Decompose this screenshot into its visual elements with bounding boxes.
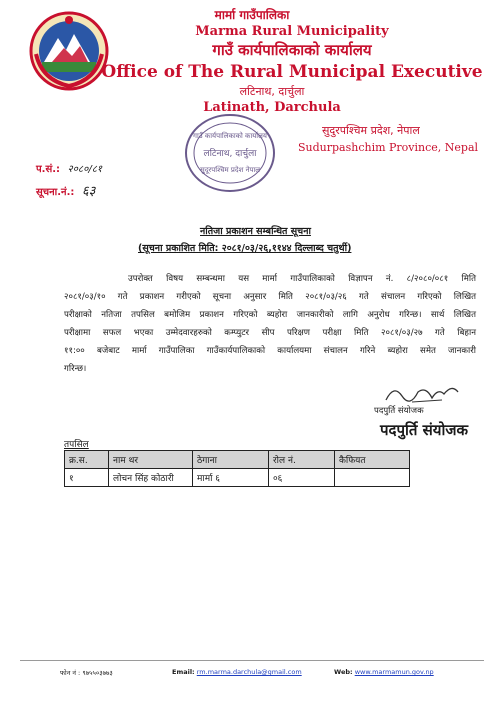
fiscal-year-value: २०८०/८१ (67, 164, 103, 175)
signature-scribble (382, 380, 462, 406)
col-header-roll: रोल नं. (269, 451, 335, 469)
signatory-title-large: पदपुर्ति संयोजक (380, 421, 469, 439)
fiscal-year-label: प.सं.: (36, 164, 61, 175)
col-header-name: नाम थर (109, 451, 193, 469)
body-line: २०८१/०३/१० गते प्रकाशन गरीएको सूचना अनुसार मिति २०८१/०३/२६ गते संचालन गरिएको लिखित (64, 292, 476, 302)
footer-phone (60, 668, 113, 677)
body-line: गरिन्छ। (64, 364, 87, 374)
cell-sn: १ (65, 469, 109, 487)
province-nepali: सुदुरपश्चिम प्रदेश, नेपाल (322, 124, 420, 137)
body-line: उपरोक्त विषय सम्बन्धमा यस मार्मा गाउँपालिकाको विज्ञापन नं. ८/२०८०/०८१ मिति (128, 274, 476, 284)
web-link[interactable]: www.marmamun.gov.np (354, 668, 434, 676)
notice-body (64, 270, 476, 378)
location-nepali: लटिनाथ, दार्चुला (239, 85, 305, 98)
phone-label: फोन नं : (60, 669, 81, 677)
municipality-name-english: Marma Rural Municipality (195, 24, 389, 39)
notice-number-label: सूचना.नं.: (36, 187, 75, 198)
office-name-english: Office of The Rural Municipal Executive (101, 62, 483, 82)
col-header-sn: क्र.स. (65, 451, 109, 469)
footer-web (334, 668, 434, 676)
col-header-address: ठेगाना (193, 451, 269, 469)
body-line: परीक्षामा सफल भएका उम्मेदवारहरुको कम्प्युटर सीप परिक्षण परीक्षा मिति २०८१/०३/२७ गते बिहान (64, 328, 476, 338)
notice-number-value: ६३ (81, 184, 96, 199)
table-row (65, 469, 410, 487)
table-header-row (65, 451, 410, 469)
stamp-text-top: गाउँ कार्यपालिकाको कार्यालय (193, 132, 267, 140)
office-stamp (184, 112, 276, 194)
notice-published-date: (सूचना प्रकाशित मिति: २०८१/०३/२६,११४४ दिल्लाब्द चतुर्थी) (138, 243, 352, 254)
signatory-title-small: पदपुर्ति संयोजक (374, 406, 424, 416)
phone-value: ९७५५०३७७३ (82, 669, 113, 677)
web-label: Web: (334, 668, 353, 676)
fiscal-year-line (36, 161, 102, 175)
cell-address: मार्मा ६ (193, 469, 269, 487)
cell-remarks (335, 469, 410, 487)
table-caption: तपसिल (64, 440, 89, 450)
cell-roll: ०६ (269, 469, 335, 487)
office-name-nepali: गाउँ कार्यपालिकाको कार्यालय (212, 41, 372, 59)
email-link[interactable]: rm.marma.darchula@gmail.com (196, 668, 302, 676)
stamp-text-bottom: सुदूरपश्चिम प्रदेश नेपाल (199, 166, 261, 174)
body-line: ११:०० बजेबाट मार्मा गाउँपालिका गाउँकार्यपालिकाको कार्यालयमा संचालन गरिने ब्यहोरा समेत जानकारी (64, 346, 476, 356)
footer-email (172, 668, 302, 676)
province-english: Sudurpashchim Province, Nepal (298, 141, 479, 154)
col-header-remarks: कैफियत (335, 451, 410, 469)
footer-divider (20, 660, 484, 661)
email-label: Email: (172, 668, 195, 676)
notice-number-line (36, 181, 95, 199)
body-line: परीक्षाको नतिजा तपसिल बमोजिम प्रकाशन गरिएको ब्यहोरा जानकारीको लागि अनुरोध गरिन्छ। सार्थ लिखित (64, 310, 476, 320)
notice-subject-title: नतिजा प्रकाशन सम्बन्धित सूचना (200, 226, 311, 237)
municipality-name-top: मार्मा गाउँपालिका (214, 8, 290, 22)
results-table (64, 450, 410, 487)
cell-name: लोचन सिंह कोठारी (109, 469, 193, 487)
location-english: Latinath, Darchula (203, 100, 341, 115)
stamp-text-mid: लटिनाथ, दार्चुला (203, 149, 257, 159)
